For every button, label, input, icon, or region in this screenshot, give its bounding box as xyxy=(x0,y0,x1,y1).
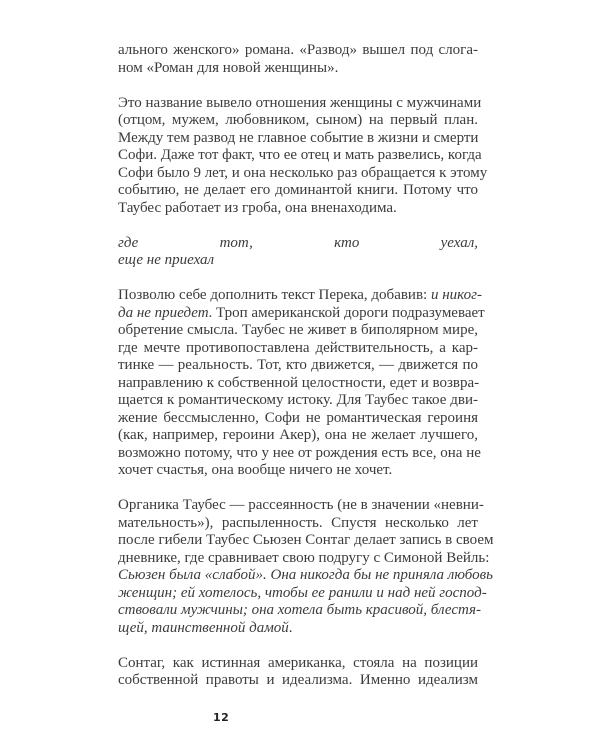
paragraph-gap xyxy=(118,77,478,95)
text: хочет счастья, она вообще ничего не хочет. xyxy=(118,462,393,478)
text-line xyxy=(118,147,482,165)
text-line xyxy=(118,672,478,690)
text: Это название вывело отношения женщины с мужчинами xyxy=(118,94,482,111)
paragraph xyxy=(118,655,478,690)
text-line xyxy=(118,567,493,585)
text-line xyxy=(118,322,478,340)
text: где мечте противопоставлена действительность, а кар- xyxy=(118,339,478,356)
text-line xyxy=(118,549,490,568)
text-line xyxy=(118,304,485,323)
italic-text: Сьюзен была «слабой». Она никогда бы не приняла любовь xyxy=(118,567,493,583)
text-line xyxy=(118,655,478,673)
text-line xyxy=(118,532,494,550)
text: Софи было 9 лет, и она несколько раз обращается к этому xyxy=(118,164,488,181)
text-line xyxy=(118,375,478,393)
paragraph xyxy=(118,94,488,218)
text: Софи. Даже тот факт, что ее отец и мать развелись, когда xyxy=(118,147,482,163)
text-line xyxy=(118,427,478,445)
text: Позволю себе дополнить текст Перека, добавив: xyxy=(118,287,431,303)
paragraph-gap xyxy=(118,217,478,235)
text-line xyxy=(118,130,478,148)
text: Органика Таубес — рассеянность (не в значении «невни- xyxy=(118,497,484,513)
italic-text: женщин; ей хотелось, чтобы ее ранили и над ней господ- xyxy=(118,584,487,601)
text: ального женского» романа. «Развод» вышел под слога- xyxy=(118,42,478,58)
text: возможно потому, что у нее от рождения есть все, она не xyxy=(118,444,481,461)
text: дневнике, где сравнивает свою подругу с Симоной Вейль: xyxy=(118,549,490,566)
paragraph xyxy=(118,497,494,637)
text: событию, не делает его доминантой книги. Потому что xyxy=(118,182,478,198)
text: Между тем развод не главное событие в жизни и смерти xyxy=(118,129,479,146)
text-line xyxy=(118,410,478,428)
paragraph-gap xyxy=(118,637,478,655)
text-line xyxy=(118,462,478,480)
text-line xyxy=(118,235,478,253)
text: . Троп американской дороги подразумевает xyxy=(208,304,485,321)
text-line xyxy=(118,584,487,603)
text-line xyxy=(118,515,478,533)
text: щается к романтическому истоку. Для Таубес такое дви- xyxy=(118,392,478,408)
italic-text: ствовали мужчины; она хотела быть красивой, блестя- xyxy=(118,602,481,618)
text-line xyxy=(118,602,481,620)
text: . xyxy=(288,619,293,636)
text: тинке — реальность. Тот, кто движется, — движется по xyxy=(118,357,478,373)
text-line xyxy=(118,182,478,200)
paragraph-gap xyxy=(118,480,478,498)
italic-text: щей, таинственной дамой xyxy=(118,619,289,636)
italic-text: еще не приехал xyxy=(118,252,215,268)
text: после гибели Таубес Сьюзен Сонтаг делает запись в своем xyxy=(118,532,494,548)
paragraph xyxy=(118,287,485,480)
text: обретение смысла. Таубес не живет в биполярном мире, xyxy=(118,322,478,338)
paragraph xyxy=(118,235,478,270)
text-line xyxy=(118,94,482,113)
italic-text: и никог- xyxy=(430,287,482,303)
text-line xyxy=(118,112,478,130)
text-line xyxy=(118,444,481,463)
text-line xyxy=(118,392,478,410)
text: ном «Роман для новой женщины». xyxy=(118,59,339,76)
text-line xyxy=(118,164,488,183)
text-line xyxy=(118,252,478,270)
text: (отцом, мужем, любовником, сыном) на первый план. xyxy=(118,112,478,128)
italic-text: где тот, кто уехал, xyxy=(118,234,478,251)
text-line xyxy=(118,357,478,375)
text: мательность»), распыленность. Спустя несколько лет xyxy=(118,514,478,531)
text-line xyxy=(118,60,478,78)
text: Таубес работает из гроба, она вненаходима. xyxy=(118,199,397,216)
page-body xyxy=(118,42,494,690)
text-line xyxy=(118,200,478,218)
text-line xyxy=(118,620,478,638)
text: собственной правоты и идеализма. Именно идеализм xyxy=(118,672,478,688)
text-line xyxy=(118,340,478,358)
page-number: 12 xyxy=(213,711,230,724)
text-line xyxy=(118,287,482,305)
text-line xyxy=(118,497,484,515)
text: жение бессмысленно, Софи не романтическая героиня xyxy=(118,409,478,426)
text-line xyxy=(118,42,478,60)
paragraph-gap xyxy=(118,270,478,288)
paragraph xyxy=(118,42,478,77)
text: (как, например, героини Акер), она не желает лучшего, xyxy=(118,427,478,443)
text: направлению к собственной целостности, едет и возвра- xyxy=(118,374,480,391)
text: Сонтаг, как истинная американка, стояла на позиции xyxy=(118,654,478,671)
italic-text: да не приедет xyxy=(118,304,209,321)
